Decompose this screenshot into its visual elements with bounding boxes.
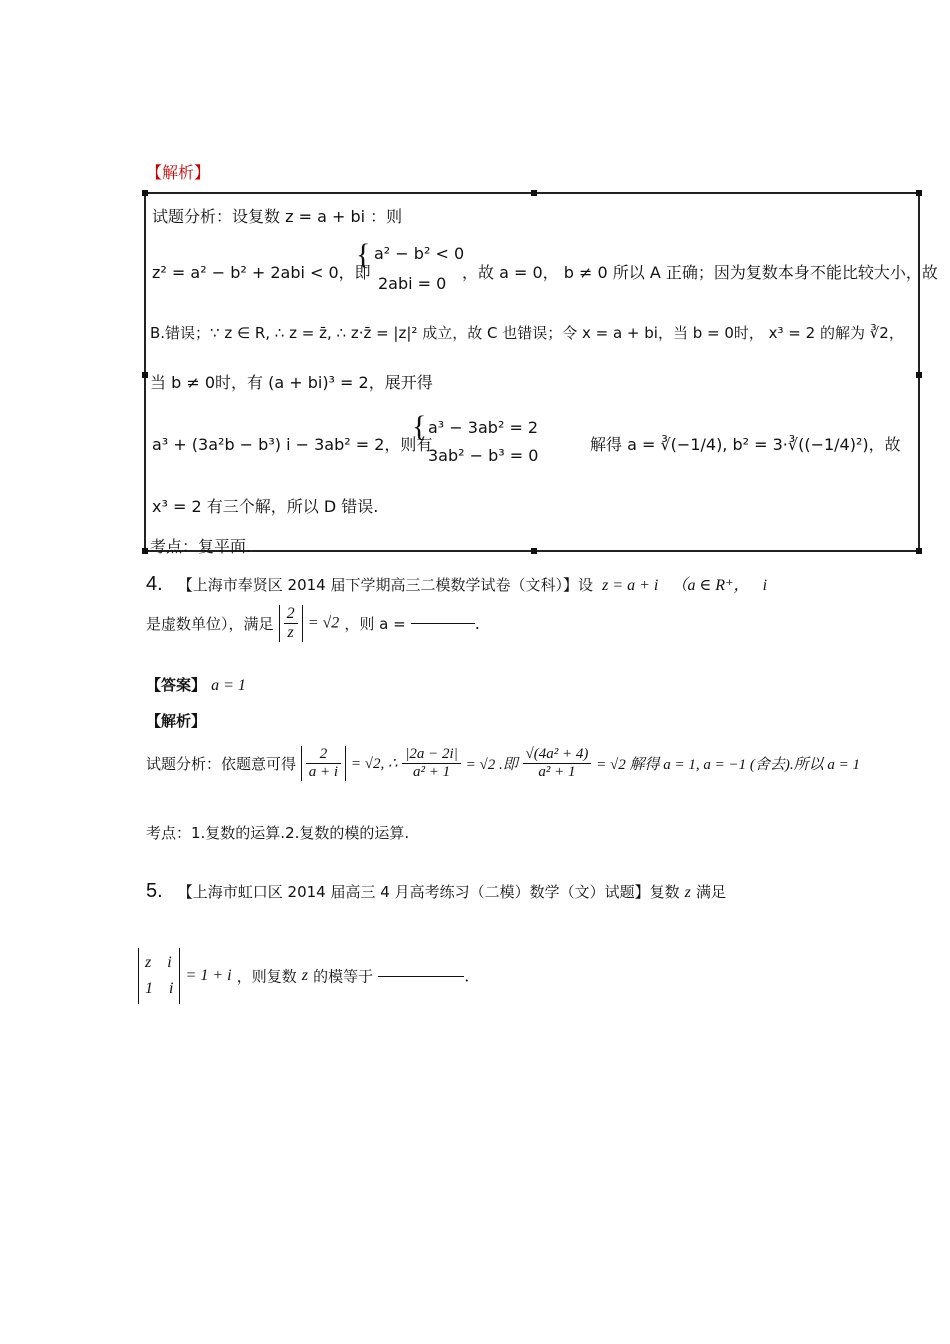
given-expression: z = a + i (602, 577, 659, 594)
line-suffix: 的模等于 (313, 967, 374, 986)
answer-label: 【答案】 (146, 676, 207, 694)
analysis-prefix: 试题分析：依题意可得 (146, 755, 297, 773)
frac-numerator: |2a − 2i| (402, 746, 461, 764)
analysis-end: = √2 解得 a = 1, a = −1 (舍去).所以 a = 1 (596, 757, 860, 773)
answer-blank[interactable] (411, 623, 475, 624)
frac-denominator: a + i (308, 764, 339, 780)
resize-handle[interactable] (916, 190, 922, 196)
det-cell: 1 (145, 980, 153, 997)
modulus-expression (301, 746, 346, 781)
img-line-2-lhs: z² = a² − b² + 2abi < 0，即 (152, 263, 371, 282)
img-system-bottom: 2abi = 0 (378, 274, 447, 293)
img-line-7: 考点：复平面. (150, 537, 252, 556)
variable-z: z (301, 967, 309, 984)
analysis-mid: = √2, ∴ (350, 756, 398, 772)
kaodian-line: 考点：1.复数的运算.2.复数的模的运算. (146, 824, 410, 842)
img-system-top: a³ − 3ab² = 2 (428, 418, 539, 437)
img-line-1: 试题分析：设复数 z = a + bi ：则 (152, 207, 403, 226)
modulus-expression (279, 605, 303, 642)
img-system-bottom: 3ab² − b³ = 0 (428, 446, 539, 465)
img-line-6: x³ = 2 有三个解，所以 D 错误. (152, 497, 379, 516)
brace: { (412, 410, 427, 443)
frac-numerator: 2 (284, 605, 298, 624)
frac-numerator: √(4a² + 4) (523, 746, 592, 764)
det-equation: = 1 + i (185, 967, 232, 984)
answer-line (146, 674, 246, 695)
frac-denominator: a² + 1 (538, 764, 576, 780)
img-system-top: a² − b² < 0 (374, 244, 465, 263)
equation-rhs: = √2 (307, 614, 340, 632)
question-source: 【上海市虹口区 2014 届高三 4 月高考练习（二模）数学（文）试题】复数 (177, 883, 680, 901)
answer-blank[interactable] (378, 976, 464, 977)
period: . (464, 966, 470, 986)
imaginary-unit: i (762, 577, 768, 594)
frac-denominator: a² + 1 (413, 764, 451, 780)
img-line-3: B.错误；∵ z ∈ R, ∴ z = z̄, ∴ z·z̄ = |z|² 成立，故 C 也错误；令 x = a + bi，当 b = 0时， x³ = 2 的解为 ∛2， (150, 324, 904, 342)
img-line-2-rhs: ，故 a = 0， b ≠ 0 所以 A 正确；因为复数本身不能比较大小，故 (462, 263, 938, 282)
condition: （a ∈ R⁺， (671, 577, 750, 594)
resize-handle[interactable] (142, 190, 148, 196)
question-source: 【上海市奉贤区 2014 届下学期高三二模数学试卷（文科）】设 (177, 576, 593, 594)
embedded-solution-image[interactable] (144, 192, 938, 556)
analysis-mid: = √2 .即 (465, 757, 518, 773)
img-line-5-rhs: 解得 a = ∛(−1/4), b² = 3·∛((−1/4)²)，故 (590, 435, 901, 454)
frac-numerator: 2 (306, 746, 341, 764)
frac-denominator: z (287, 624, 294, 641)
line-suffix: 满足 (696, 883, 727, 901)
det-cell: z (145, 954, 152, 971)
question-5-line-1 (146, 880, 726, 903)
resize-handle[interactable] (916, 372, 922, 378)
variable-z: z (684, 884, 691, 901)
resize-handle[interactable] (531, 190, 537, 196)
question-number: 5. (146, 880, 163, 902)
analysis-line (146, 746, 860, 781)
question-number: 4. (146, 573, 163, 595)
brace: { (356, 238, 371, 271)
det-cell: i (167, 954, 172, 971)
line-prefix: 是虚数单位），满足 (146, 615, 274, 633)
det-cell: i (169, 980, 174, 997)
determinant (138, 948, 180, 1004)
resize-handle[interactable] (142, 548, 148, 554)
solution-header: 【解析】 (146, 163, 211, 182)
line-suffix: ，则 a = (344, 615, 406, 633)
img-line-4: 当 b ≠ 0时，有 (a + bi)³ = 2，展开得 (150, 373, 433, 392)
analysis-label: 【解析】 (146, 712, 207, 730)
question-4-line-1 (146, 572, 767, 596)
resize-handle[interactable] (916, 548, 922, 554)
line-prefix: ，则复数 (236, 967, 297, 986)
answer-value: a = 1 (211, 677, 246, 694)
img-line-5-lhs: a³ + (3a²b − b³) i − 3ab² = 2，则有 (152, 435, 433, 454)
resize-handle[interactable] (531, 548, 537, 554)
question-5-line-2 (138, 948, 469, 1004)
period: . (474, 614, 480, 633)
question-4-line-2 (146, 605, 480, 642)
resize-handle[interactable] (142, 372, 148, 378)
